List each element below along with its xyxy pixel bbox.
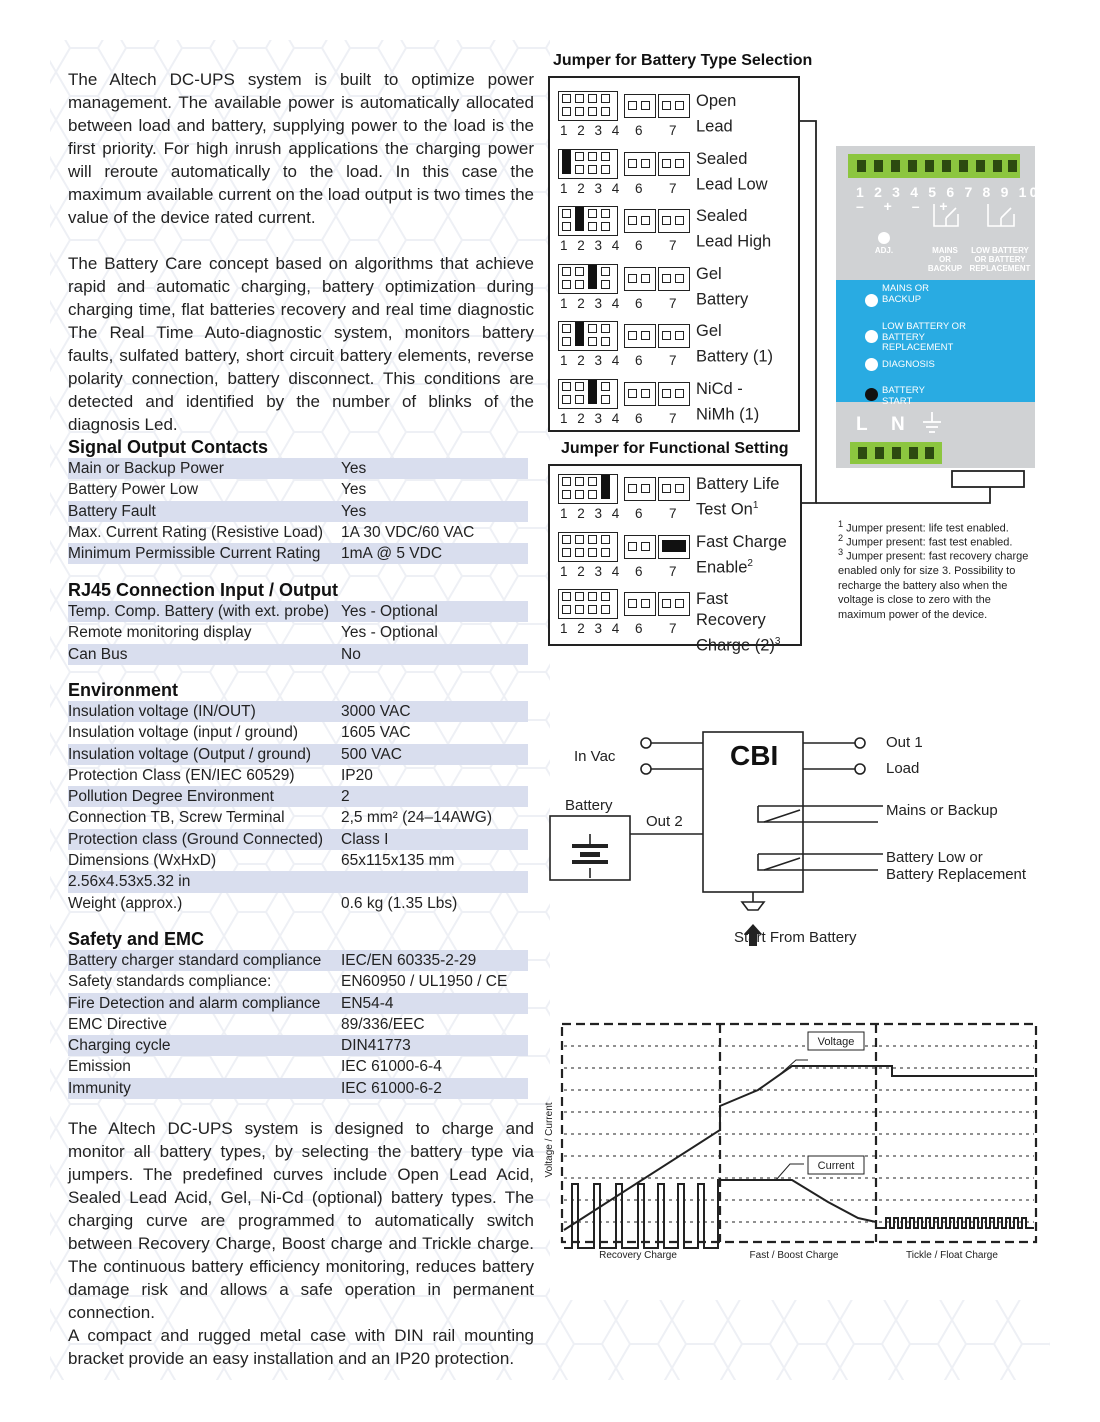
row-value: IEC 61000-6-4 [341,1058,442,1076]
row-label: Can Bus [68,645,128,663]
pin-number-6: 6 [635,180,643,196]
jumper-row [558,206,798,262]
pin-numbers: 1 2 3 4 [560,563,623,579]
row-label: Pollution Degree Environment [68,788,274,806]
safety-emc-table [68,950,528,1099]
jumper-pin [588,222,597,231]
jumper-pin [601,337,610,346]
row-label: Protection class (Ground Connected) [68,830,324,848]
jumper-cap-icon [575,207,584,231]
low-battery-led [865,330,878,343]
row-label: Charging cycle [68,1037,171,1055]
jumper-row [558,474,798,530]
jumper-pin [675,331,684,340]
jumper-row [558,379,798,435]
jumper-pin [601,107,610,116]
cbi-block-diagram [548,726,1048,956]
pin-number-7: 7 [669,295,677,311]
row-value: 1A 30 VDC/60 VAC [341,523,475,541]
jumper-pin [601,209,610,218]
row-value: No [341,645,361,663]
diagnosis-led-label: DIAGNOSIS [882,359,935,370]
jumper-pin [641,216,650,225]
row-label: Max. Current Rating (Resistive Load) [68,523,323,541]
chart-grid [564,1046,1034,1222]
jumper-row [558,264,798,320]
jumper-pin [628,484,637,493]
jumper-pin [575,267,584,276]
jumper-pin [575,395,584,404]
row-value: IP20 [341,766,373,784]
jumper-pin [675,389,684,398]
row-value: 1605 VAC [341,724,411,742]
pin-number-7: 7 [669,123,677,138]
jumper-pin [588,490,597,499]
jumper-pin [588,477,597,486]
jumper-row [558,149,798,205]
status-panel [836,280,1035,402]
table-row [68,479,528,500]
table-row [68,950,528,971]
jumper-row [558,589,798,655]
voltage-line [564,1066,1034,1230]
jumper-cap-icon [588,380,597,404]
jumper-pin [628,274,637,283]
current-series-label: Current [817,1160,855,1172]
table-row [68,501,528,522]
terminal-numbers: 1 2 3 4 5 6 7 8 9 10 [856,184,1041,200]
table-row [68,622,528,643]
jumper-pin [641,159,650,168]
jumper-label: Battery Life Test On$^1$ [696,475,780,519]
jumper-label: Fast Charge Enable$^2$ [696,532,787,576]
pin-numbers: 1 2 3 4 [560,621,623,636]
battery-label: Battery [565,797,613,814]
table-row [68,786,528,807]
jumper-pin [662,599,671,608]
jumper-pin [628,216,637,225]
table-row [68,1078,528,1099]
terminal-l-label: L [856,414,868,435]
pin-number-6: 6 [635,563,643,579]
jumper-pin [575,382,584,391]
jumper-pin [641,274,650,283]
table-row [68,744,528,765]
jumper-pin [601,222,610,231]
load-label: Load [886,760,920,777]
table-title: RJ45 Connection Input / Output [68,580,338,600]
row-value: EN54-4 [341,994,394,1012]
pin-number-6: 6 [635,353,643,368]
table-title: Environment [68,680,179,700]
cbi-title: CBI [730,740,779,771]
jumper-cap-icon [575,322,584,346]
table-row [68,458,528,479]
row-label: Battery Fault [68,502,156,520]
jumper-cap-icon [601,475,610,499]
outro-paragraph-1: The Altech DC-UPS system is designed to charge and monitor all battery types, by selecting the battery type via jumpers. The predefined curves include Open Lead Acid, Sealed Lead Acid, Gel, Ni-Cd (optional) battery types. The charging curve are programmed to automatically switch between Recovery Charge, Boost charge and Trickle charge. The continuous battery efficiency monitoring, reduces battery damage risk and allows a safe operation in permanent connection. [68,1119,534,1322]
table-row [68,522,528,543]
mains-led-label: MAINS OR BACKUP [882,283,929,305]
jumper-pin [662,274,671,283]
jumper-pin [588,324,597,333]
low-battery-contact-label: LOW BATTERY OR BATTERY REPLACEMENT [969,246,1031,273]
jumper-pin [562,324,571,333]
voltage-series-label: Voltage [817,1036,855,1048]
table-row [68,850,528,871]
table-row [68,765,528,786]
row-value: Yes [341,481,367,499]
mains-backup-label: Mains or Backup [886,802,998,819]
row-label: 2.56x4.53x5.32 in [68,873,191,891]
table-row [68,971,528,992]
jumper-pin [601,592,610,601]
jumper-pin [601,382,610,391]
jumper-pin [562,605,571,614]
table-row [68,871,528,892]
jumper-cap-icon [588,265,597,289]
jumper-pin [601,280,610,289]
jumper-pin [675,484,684,493]
jumper-pin [588,152,597,161]
jumper-pin [588,605,597,614]
pin-numbers: 1 2 3 4 [560,123,623,138]
jumper-label: Open Lead [696,92,737,136]
row-label: Battery charger standard compliance [68,952,322,969]
pin-number-7: 7 [669,621,677,636]
row-value: DIN41773 [341,1037,411,1055]
battery-low-label: Battery Low or [886,849,983,866]
pin-numbers: 1 2 3 4 [560,353,623,368]
row-value: 500 VAC [341,745,402,763]
adj-label: ADJ. [874,246,894,255]
pin-number-7: 7 [669,238,677,253]
row-label: Temp. Comp. Battery (with ext. probe) [68,603,330,620]
jumper-row [558,91,798,147]
jumper-pin [575,490,584,499]
jumper-cap-icon [662,540,686,552]
row-value: 2 [341,788,350,806]
footnote-3: $^3$ Jumper present: fast recovery charge enabled only for size 3. Possibility to recharge the battery also when the voltage is close to zero with the maximum power of the device. [838,547,1029,621]
jumper-pin [641,101,650,110]
table-row [68,1035,528,1056]
jumper-pin [601,267,610,276]
jumper-pin [588,548,597,557]
jumper-pin [641,331,650,340]
mains-led [865,294,878,307]
diagnosis-led [865,358,878,371]
trickle-current-line [876,1218,1034,1228]
row-value: 3000 VAC [341,703,411,720]
battery-start-label: BATTERY START [882,385,925,407]
battery-jumper-title: Jumper for Battery Type Selection [553,52,813,69]
relay-contact-icons [928,200,1028,236]
row-label: Safety standards compliance: [68,973,272,991]
row-label: Fire Detection and alarm compliance [68,994,321,1012]
row-value: IEC/EN 60335-2-29 [341,952,477,969]
battery-replacement-label: Battery Replacement [886,866,1027,883]
jumper-pin [562,548,571,557]
table-row [68,601,528,622]
table-title: Signal Output Contacts [68,437,268,457]
row-label: EMC Directive [68,1015,168,1033]
jumper-pin [628,599,637,608]
chart-frame [562,1024,1036,1242]
footnote-1: $^1$ Jumper present: life test enabled. [838,519,1009,535]
pin-number-6: 6 [635,295,643,311]
jumper-pin [562,382,571,391]
pin-numbers: 1 2 3 4 [560,295,623,311]
pin-number-6: 6 [635,621,643,636]
jumper-row [558,321,798,377]
row-label: Protection Class (EN/IEC 60529) [68,766,295,784]
pin-numbers: 1 2 3 4 [560,180,623,196]
jumper-pin [575,280,584,289]
row-label: Immunity [68,1079,131,1097]
device-illustration [836,146,1041,468]
out2-label: Out 2 [646,813,683,830]
battery-start-button[interactable] [865,388,878,401]
functional-jumper-box [548,464,802,655]
row-value [341,871,528,892]
row-label: Minimum Permissible Current Rating [68,545,321,563]
jumper-pin [628,331,637,340]
jumper-pin [562,222,571,231]
jumper-pin [575,605,584,614]
jumper-pin [662,389,671,398]
row-label: Insulation voltage (Output / ground) [68,745,311,763]
jumper-pin [588,107,597,116]
jumper-pin [601,165,610,174]
pin-number-7: 7 [669,410,677,426]
row-value: EN60950 / UL1950 / CE [341,973,508,991]
row-label: Insulation voltage (IN/OUT) [68,703,256,720]
row-label: Connection TB, Screw Terminal [68,809,285,827]
row-value: Yes [341,460,367,477]
bottom-terminal-block [850,442,942,464]
pin-number-7: 7 [669,563,677,579]
table-title: Safety and EMC [68,929,205,949]
ground-icon [922,412,942,436]
row-value: Yes [341,502,367,520]
jumper-label: Sealed Lead Low [696,149,768,193]
terminal-polarity: – + – + [856,198,956,214]
phase-label: Fast / Boost Charge [749,1250,839,1261]
signal-output-table [68,458,528,564]
pin-number-6: 6 [635,410,643,426]
jumper-pin [562,477,571,486]
jumper-pin [675,216,684,225]
jumper-pin [601,152,610,161]
jumper-pin [601,605,610,614]
jumper-label: NiCd - NiMh (1) [696,379,760,423]
jumper-pin [562,94,571,103]
row-value: 0.6 kg (1.35 Lbs) [341,894,458,912]
jumper-pin [562,337,571,346]
jumper-pin [575,107,584,116]
jumper-pin [675,101,684,110]
jumper-pin [662,484,671,493]
intro-paragraph-2: The Battery Care concept based on algorithms that achieve rapid and automatic charging, battery optimization during charging time, flat batteries recovery and real time diagnostic The Real Time Auto-diagnostic system, monitors battery faults, sulfated battery, short circuit battery elements, reverse polarity connection, battery disconnect. This conditions are detected and identified by the number of blinks of the diagnosis Led. [68,254,534,434]
pin-number-7: 7 [669,180,677,196]
jumper-pin [588,337,597,346]
jumper-pin [575,548,584,557]
pin-numbers: 1 2 3 4 [560,410,623,426]
start-from-battery-label: Start From Battery [734,929,857,946]
pin-number-7: 7 [669,506,677,521]
mains-backup-contact-label: MAINS OR BACKUP [927,246,963,273]
environment-table [68,701,528,914]
footnote-2: $^2$ Jumper present: fast test enabled. [838,533,1013,549]
row-value: Yes - Optional [341,624,438,642]
chart-ylabel: Voltage / Current [544,1102,555,1178]
pin-numbers: 1 2 3 4 [560,238,623,253]
jumper-pin [575,94,584,103]
jumper-pin [641,599,650,608]
row-label: Insulation voltage (input / ground) [68,724,299,742]
row-value: Yes - Optional [341,603,438,620]
jumper-pin [641,484,650,493]
jumper-label: Fast Recovery Charge $(2)^3$ [696,590,781,655]
row-value: Class I [341,830,389,848]
jumper-pin [562,209,571,218]
table-row [68,893,528,914]
jumper-pin [588,592,597,601]
pin-number-6: 6 [635,506,643,521]
row-label: Battery Power Low [68,481,199,499]
jumper-label: Sealed Lead High [696,207,772,251]
adj-knob-icon[interactable] [878,232,890,244]
table-row [68,1056,528,1077]
jumper-pin [601,535,610,544]
table-row [68,993,528,1014]
row-value: 1mA @ 5 VDC [341,545,443,563]
row-label: Emission [68,1058,131,1076]
jumper-pin [562,490,571,499]
jumper-pin [562,592,571,601]
battery-jumper-box [548,76,800,432]
table-row [68,644,528,665]
top-terminal-block [848,154,1020,178]
jumper-pin [562,107,571,116]
jumper-pin [575,477,584,486]
table-row [68,1014,528,1035]
jumper-pin [575,165,584,174]
jumper-pin [562,535,571,544]
jumper-pin [562,267,571,276]
jumper-pin [628,101,637,110]
pin-number-6: 6 [635,123,643,138]
jumper-pin [628,159,637,168]
jumper-pin [601,94,610,103]
jumper-pin [588,209,597,218]
out1-label: Out 1 [886,734,923,751]
jumper-pin [575,152,584,161]
row-value: 2,5 mm² (24–14AWG) [341,809,493,827]
table-row [68,543,528,564]
phase-label: Recovery Charge [599,1250,677,1261]
in-vac-label: In Vac [574,748,616,765]
jumper-pin [662,159,671,168]
intro-paragraph-1: The Altech DC-UPS system is built to optimize power management. The available power is automatically allocated between load and battery, supplying power to the load is the first priority. For high inrush applications the charging power will reroute automatically to the load. In this case the maximum available current on the load output is two times the value of the device rated current. [68,70,534,227]
jumper-pin [575,535,584,544]
outro-paragraph-2: A compact and rugged metal case with DIN rail mounting bracket provide an easy installation and an IP20 protection. [68,1326,534,1368]
pin-number-7: 7 [669,353,677,368]
row-label: Dimensions (WxHxD) [68,852,217,870]
row-value: 89/336/EEC [341,1015,425,1033]
jumper-pin [641,389,650,398]
jumper-pin [675,274,684,283]
jumper-row [558,532,798,588]
jumper-cap-icon [562,150,571,174]
jumper-pin [662,216,671,225]
rj45-table [68,601,528,665]
functional-jumper-title: Jumper for Functional Setting [561,440,789,457]
jumper-pin [628,542,637,551]
jumper-pin [641,542,650,551]
table-row [68,701,528,722]
row-value: IEC 61000-6-2 [341,1079,442,1097]
jumper-pin [662,331,671,340]
pin-number-6: 6 [635,238,643,253]
jumper-pin [628,389,637,398]
jumper-pin [601,395,610,404]
jumper-pin [562,395,571,404]
jumper-pin [675,599,684,608]
phase-label: Tickle / Float Charge [906,1250,998,1261]
row-value: 65x115x135 mm [341,852,455,870]
charging-curve-chart [538,1016,1038,1276]
jumper-pin [588,535,597,544]
jumper-pin [601,324,610,333]
row-label: Remote monitoring display [68,624,252,642]
table-row [68,722,528,743]
jumper-label: Gel Battery (1) [696,322,774,366]
jumper-label: Gel Battery [696,264,749,308]
jumper-pin [601,548,610,557]
jumper-pin [588,165,597,174]
table-row [68,807,528,828]
table-row [68,829,528,850]
jumper-pin [562,280,571,289]
row-label: Weight (approx.) [68,894,183,912]
row-label: Main or Backup Power [68,460,224,477]
low-battery-led-label: LOW BATTERY OR BATTERY REPLACEMENT [882,321,966,353]
jumper-pin [662,101,671,110]
jumper-pin [588,94,597,103]
jumper-pin [675,159,684,168]
jumper-pin [575,592,584,601]
terminal-n-label: N [891,414,905,435]
pin-numbers: 1 2 3 4 [560,506,623,521]
